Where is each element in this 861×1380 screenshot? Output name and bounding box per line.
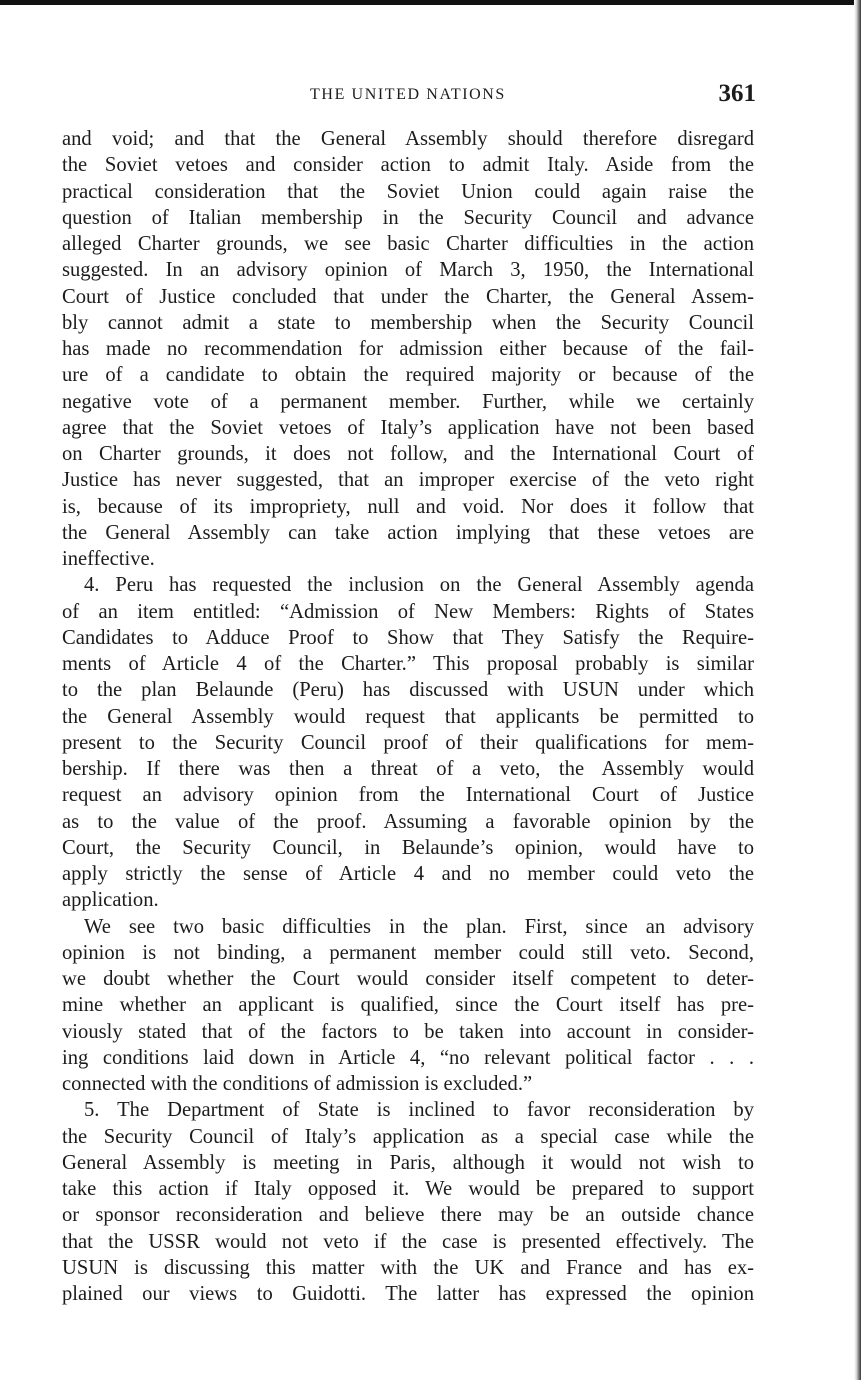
text-line: the General Assembly can take action implying that these vetoes are bbox=[62, 521, 754, 544]
text-line: bership. If there was then a threat of a veto, the Assembly would bbox=[62, 758, 754, 780]
text-line: agree that the Soviet vetoes of Italy’s application have not been based bbox=[62, 416, 754, 439]
text-line: the General Assembly would request that applicants be permitted to bbox=[62, 705, 754, 728]
text-line: We see two basic difficulties in the plan. First, since an advisory bbox=[84, 915, 754, 938]
text-line: apply strictly the sense of Article 4 and no member could veto the bbox=[62, 863, 754, 885]
text-line: Court of Justice concluded that under the Charter, the General Assem- bbox=[62, 285, 754, 308]
document-page bbox=[62, 78, 754, 1307]
text-line: on Charter grounds, it does not follow, and the International Court of bbox=[62, 443, 754, 465]
text-line: viously stated that of the factors to be taken into account in consider- bbox=[62, 1020, 754, 1043]
running-title: THE UNITED NATIONS bbox=[310, 86, 506, 103]
text-line: that the USSR would not veto if the case is presented effectively. The bbox=[62, 1230, 754, 1253]
text-line: Candidates to Adduce Proof to Show that They Satisfy the Require- bbox=[62, 626, 754, 649]
body-text bbox=[62, 126, 754, 1307]
text-line: we doubt whether the Court would consider itself competent to deter- bbox=[62, 968, 754, 990]
text-line: Justice has never suggested, that an improper exercise of the veto right bbox=[62, 469, 754, 492]
text-line: ing conditions laid down in Article 4, “no relevant political factor . . . bbox=[62, 1046, 754, 1069]
page-number: 361 bbox=[718, 80, 756, 107]
text-line: connected with the conditions of admission is excluded.” bbox=[62, 1073, 533, 1095]
text-line: ure of a candidate to obtain the required majority or because of the bbox=[62, 364, 754, 387]
running-header bbox=[62, 78, 754, 112]
text-line: request an advisory opinion from the International Court of Justice bbox=[62, 784, 754, 807]
text-line: bly cannot admit a state to membership when the Security Council bbox=[62, 311, 754, 334]
scan-right-edge bbox=[854, 0, 861, 1380]
text-line: is, because of its impropriety, null and void. Nor does it follow that bbox=[62, 495, 754, 518]
text-line: ineffective. bbox=[62, 548, 155, 570]
text-line: to the plan Belaunde (Peru) has discussed with USUN under which bbox=[62, 679, 754, 702]
text-line: of an item entitled: “Admission of New Members: Rights of States bbox=[62, 600, 754, 623]
scan-top-border bbox=[0, 0, 861, 5]
text-line: mine whether an applicant is qualified, since the Court itself has pre- bbox=[62, 994, 754, 1017]
text-line: or sponsor reconsideration and believe there may be an outside chance bbox=[62, 1204, 754, 1227]
text-line: as to the value of the proof. Assuming a favorable opinion by the bbox=[62, 810, 754, 833]
text-line: the Security Council of Italy’s application as a special case while the bbox=[62, 1125, 754, 1148]
text-line: has made no recommendation for admission either because of the fail- bbox=[62, 338, 754, 360]
text-line: USUN is discussing this matter with the UK and France and has ex- bbox=[62, 1256, 754, 1279]
text-line: suggested. In an advisory opinion of March 3, 1950, the International bbox=[62, 259, 754, 282]
text-line: plained our views to Guidotti. The latter has expressed the opinion bbox=[62, 1283, 754, 1305]
text-line: application. bbox=[62, 889, 159, 912]
text-line: question of Italian membership in the Security Council and advance bbox=[62, 206, 754, 229]
text-line: 4. Peru has requested the inclusion on the General Assembly agenda bbox=[84, 574, 754, 597]
text-line: opinion is not binding, a permanent member could still veto. Second, bbox=[62, 941, 754, 964]
text-line: 5. The Department of State is inclined to favor reconsideration by bbox=[84, 1099, 754, 1122]
text-line: alleged Charter grounds, we see basic Charter difficulties in the action bbox=[62, 233, 754, 255]
text-line: negative vote of a permanent member. Further, while we certainly bbox=[62, 390, 754, 413]
text-line: take this action if Italy opposed it. We would be prepared to support bbox=[62, 1178, 754, 1200]
text-line: the Soviet vetoes and consider action to admit Italy. Aside from the bbox=[62, 154, 754, 177]
text-line: General Assembly is meeting in Paris, although it would not wish to bbox=[62, 1151, 754, 1174]
text-line: practical consideration that the Soviet Union could again raise the bbox=[62, 180, 754, 203]
text-line: and void; and that the General Assembly should therefore disregard bbox=[62, 128, 754, 150]
text-line: ments of Article 4 of the Charter.” This proposal probably is similar bbox=[62, 653, 754, 675]
text-line: present to the Security Council proof of their qualifications for mem- bbox=[62, 731, 754, 754]
text-line: Court, the Security Council, in Belaunde’s opinion, would have to bbox=[62, 836, 754, 859]
